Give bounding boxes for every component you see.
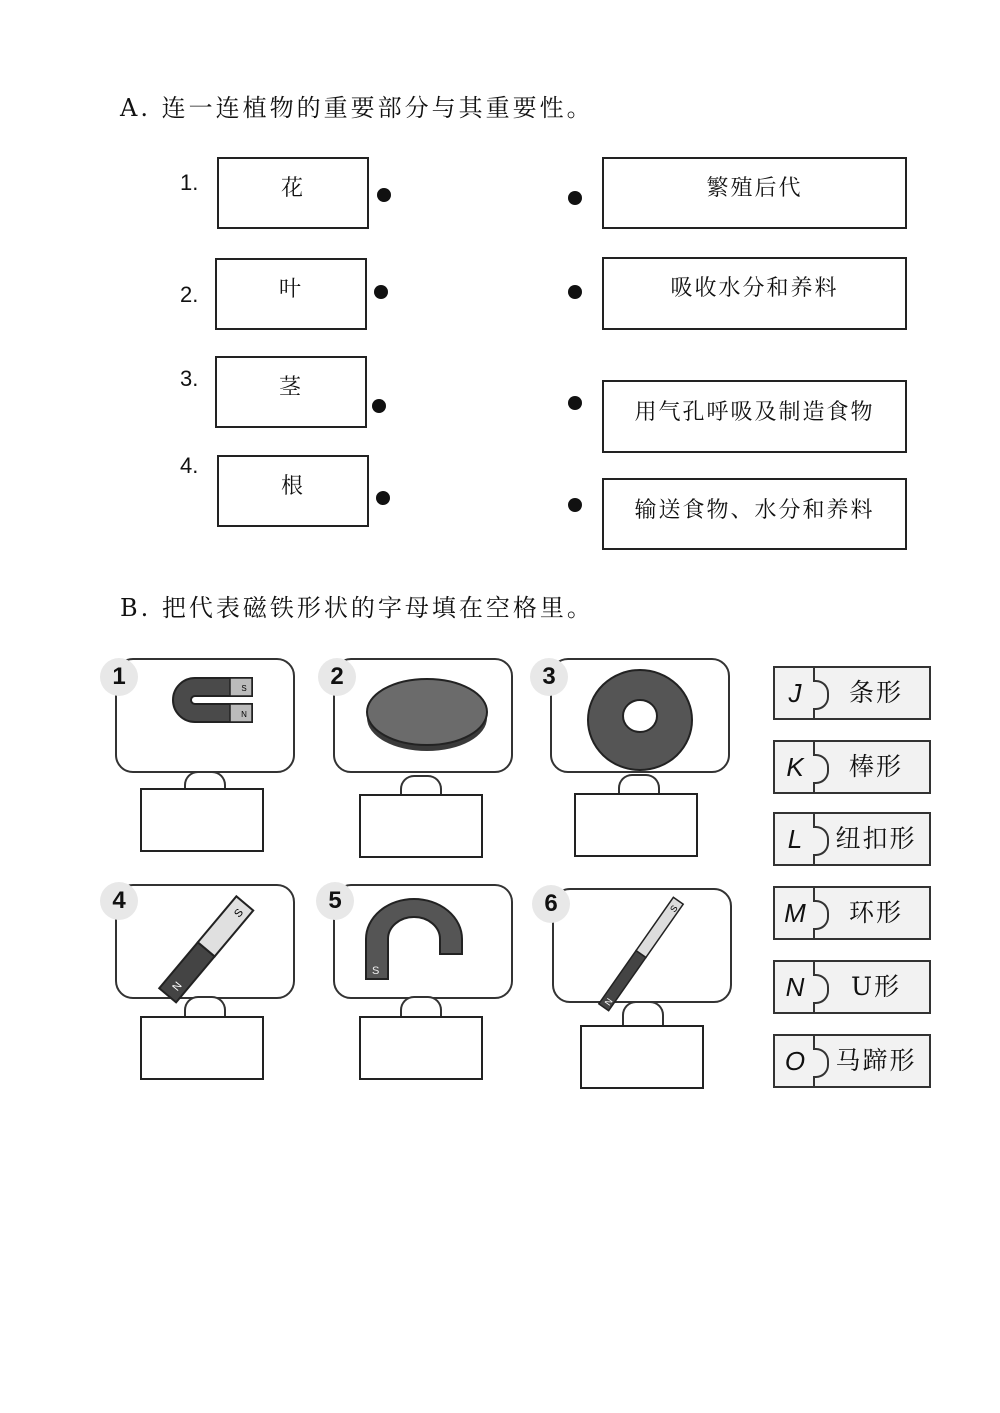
option-label: 环形 xyxy=(848,898,903,927)
section-a-heading: A. 连一连植物的重要部分与其重要性。 xyxy=(120,94,594,122)
answer-box-2[interactable] xyxy=(359,794,483,858)
plant-part-box xyxy=(217,157,369,229)
section-b-heading: B. 把代表磁铁形状的字母填在空格里。 xyxy=(120,594,594,622)
option-label: 条形 xyxy=(848,678,903,707)
shape-option xyxy=(773,960,931,1014)
option-label: 棒形 xyxy=(848,752,903,781)
function-box xyxy=(602,157,907,229)
rod-magnet-icon xyxy=(576,892,706,1017)
left-match-dot[interactable] xyxy=(377,188,391,202)
bar-magnet-icon xyxy=(142,890,272,1010)
function-label: 吸收水分和养料 xyxy=(670,276,839,301)
option-letter: M xyxy=(784,898,806,928)
pole-label: S xyxy=(241,684,247,693)
option-letter: L xyxy=(787,824,803,854)
function-box xyxy=(602,257,907,330)
disc-magnet-icon xyxy=(360,672,495,762)
right-match-dot[interactable] xyxy=(568,498,582,512)
card-number-badge: 2 xyxy=(318,658,356,696)
pole-label: N xyxy=(602,996,615,1008)
u-magnet-icon xyxy=(356,894,486,989)
ring-magnet-icon xyxy=(582,664,702,774)
function-box xyxy=(602,478,907,550)
pole-label: S xyxy=(668,903,680,915)
card-number-badge: 6 xyxy=(532,885,570,923)
pole-label: S xyxy=(232,906,247,921)
shape-option xyxy=(773,812,931,866)
part-number: 3. xyxy=(180,366,199,391)
option-letter: O xyxy=(784,1046,806,1076)
card-number-badge: 1 xyxy=(100,658,138,696)
card-number-badge: 5 xyxy=(316,882,354,920)
right-match-dot[interactable] xyxy=(568,285,582,299)
plant-part-label: 花 xyxy=(280,176,305,201)
pole-label: N xyxy=(170,979,185,994)
option-letter: N xyxy=(785,972,805,1002)
horseshoe-magnet-icon xyxy=(140,668,275,763)
pole-label: S xyxy=(372,965,380,977)
answer-box-1[interactable] xyxy=(140,788,264,852)
option-label: 马蹄形 xyxy=(835,1046,917,1075)
shape-option xyxy=(773,886,931,940)
answer-box-6[interactable] xyxy=(580,1025,704,1089)
part-number: 1. xyxy=(180,170,199,195)
function-label: 用气孔呼吸及制造食物 xyxy=(634,400,875,425)
left-match-dot[interactable] xyxy=(372,399,386,413)
pole-label: N xyxy=(241,710,247,719)
card-number-badge: 3 xyxy=(530,658,568,696)
left-match-dot[interactable] xyxy=(376,491,390,505)
right-match-dot[interactable] xyxy=(568,396,582,410)
right-match-dot[interactable] xyxy=(568,191,582,205)
plant-part-box xyxy=(215,258,367,330)
shape-option xyxy=(773,1034,931,1088)
function-label: 繁殖后代 xyxy=(706,176,803,201)
plant-part-box xyxy=(217,455,369,527)
shape-option xyxy=(773,740,931,794)
part-number: 2. xyxy=(180,282,199,307)
plant-part-box xyxy=(215,356,367,428)
card-number-badge: 4 xyxy=(100,882,138,920)
option-label: U形 xyxy=(850,972,902,1001)
answer-box-4[interactable] xyxy=(140,1016,264,1080)
plant-part-label: 茎 xyxy=(278,375,303,400)
option-letter: K xyxy=(786,752,804,782)
shape-option xyxy=(773,666,931,720)
plant-part-label: 叶 xyxy=(278,277,303,302)
answer-box-5[interactable] xyxy=(359,1016,483,1080)
option-letter: J xyxy=(788,678,802,708)
part-number: 4. xyxy=(180,453,199,478)
left-match-dot[interactable] xyxy=(374,285,388,299)
function-box xyxy=(602,380,907,453)
option-label: 纽扣形 xyxy=(835,824,917,853)
function-label: 输送食物、水分和养料 xyxy=(634,498,875,523)
answer-box-3[interactable] xyxy=(574,793,698,857)
plant-part-label: 根 xyxy=(280,474,305,499)
